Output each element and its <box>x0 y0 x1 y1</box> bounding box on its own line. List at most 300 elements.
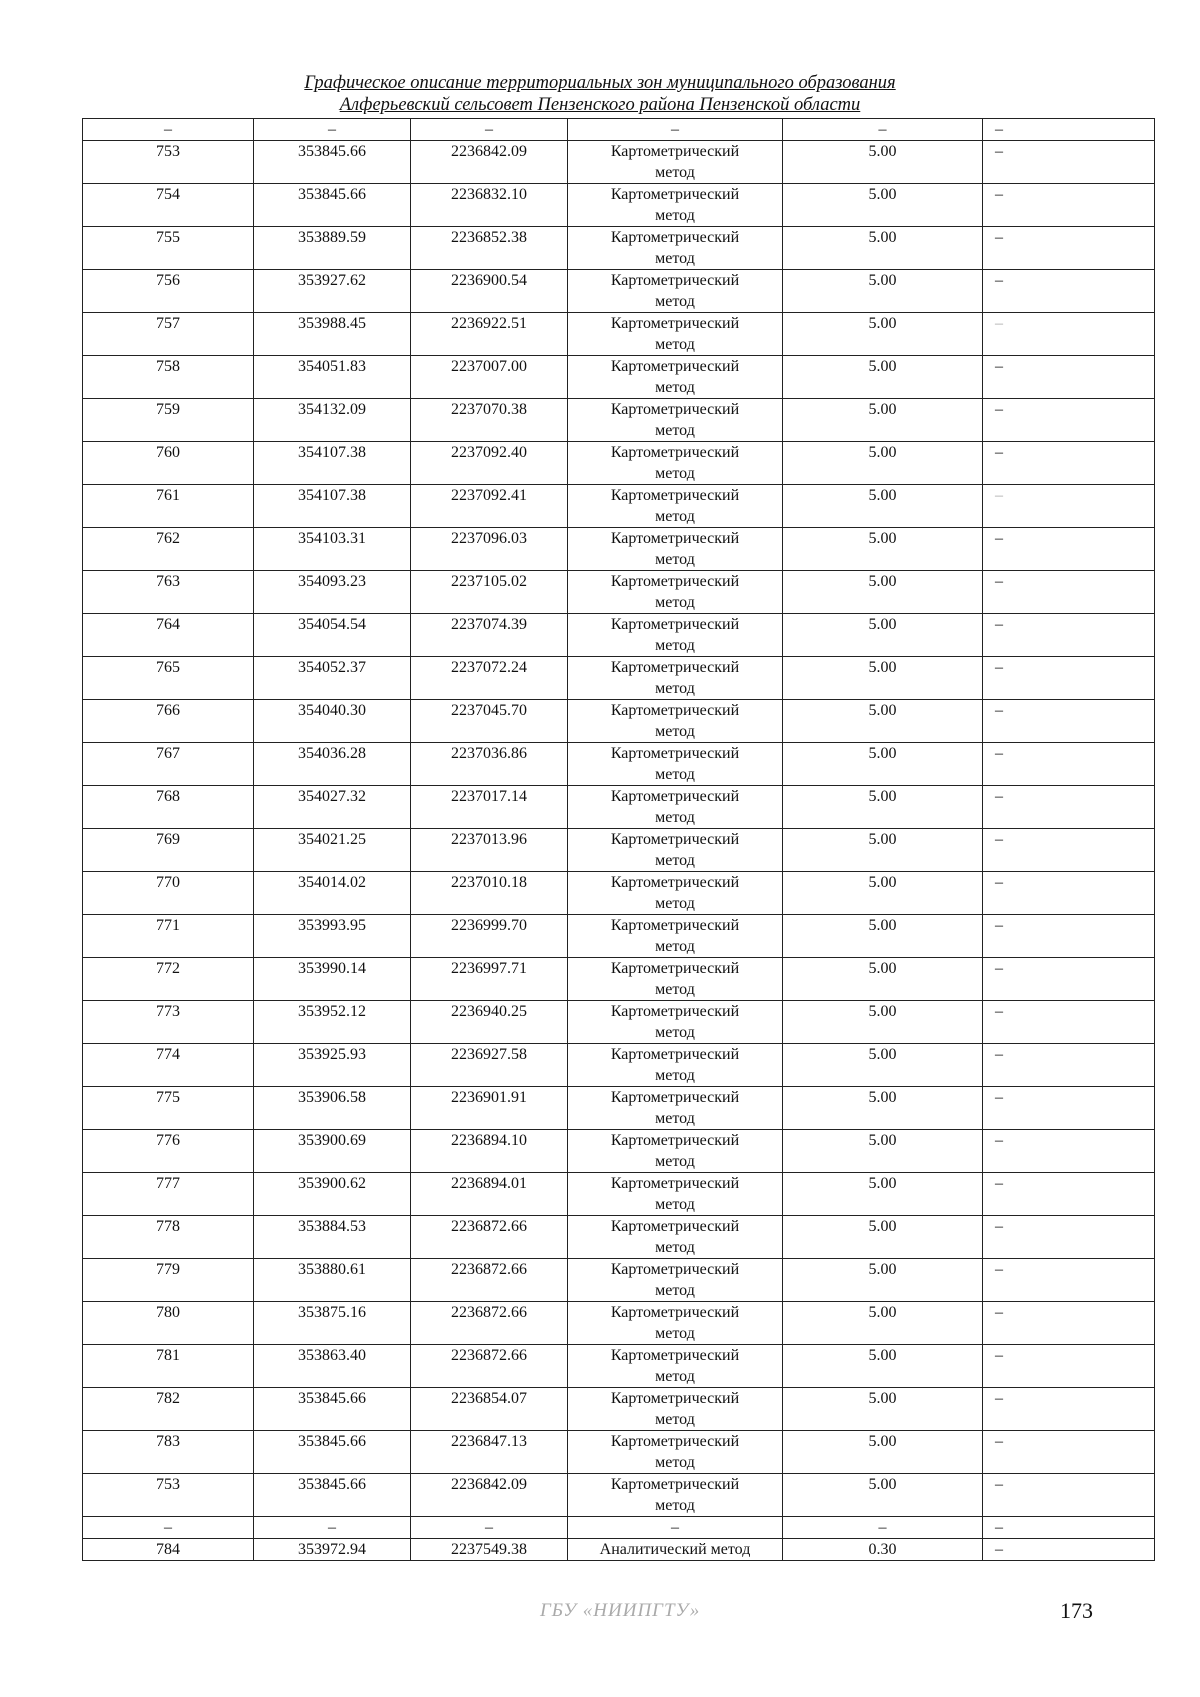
x-coordinate-cell: 354107.38 <box>254 485 411 528</box>
method-line-1: Картометрический <box>610 1089 740 1106</box>
method-line-1: Картометрический <box>610 272 740 289</box>
method-line-2: метод <box>655 766 695 783</box>
accuracy-cell: 5.00 <box>783 829 983 872</box>
method-cell <box>568 270 783 313</box>
separator-cell: – <box>83 119 254 141</box>
header-line-1: Графическое описание территориальных зон муниципального образования <box>304 73 896 93</box>
y-coordinate-cell: 2236872.66 <box>411 1345 568 1388</box>
page-number: 173 <box>1060 1598 1093 1623</box>
separator-cell: – <box>983 119 1155 141</box>
note-cell: – <box>983 1431 1155 1474</box>
point-number-cell: 762 <box>83 528 254 571</box>
x-coordinate-cell: 354021.25 <box>254 829 411 872</box>
method-line-2: метод <box>655 852 695 869</box>
x-coordinate-cell: 354132.09 <box>254 399 411 442</box>
table-row <box>83 1302 1155 1345</box>
note-cell: – <box>983 958 1155 1001</box>
method-line-1: Картометрический <box>610 1476 740 1493</box>
method-line-2: метод <box>655 465 695 482</box>
table-row <box>83 614 1155 657</box>
point-number-cell: 775 <box>83 1087 254 1130</box>
method-line-1: Картометрический <box>610 358 740 375</box>
x-coordinate-cell: 354027.32 <box>254 786 411 829</box>
point-number-cell: 783 <box>83 1431 254 1474</box>
method-cell <box>568 1087 783 1130</box>
point-number-cell: 773 <box>83 1001 254 1044</box>
y-coordinate-cell: 2236854.07 <box>411 1388 568 1431</box>
note-cell: – <box>983 528 1155 571</box>
point-number-cell: 767 <box>83 743 254 786</box>
y-coordinate-cell: 2237549.38 <box>411 1539 568 1561</box>
method-cell <box>568 1001 783 1044</box>
separator-cell: – <box>83 1517 254 1539</box>
x-coordinate-cell: 353875.16 <box>254 1302 411 1345</box>
separator-row <box>83 119 1155 141</box>
accuracy-cell: 5.00 <box>783 614 983 657</box>
point-number-cell: 779 <box>83 1259 254 1302</box>
table-row <box>83 1431 1155 1474</box>
x-coordinate-cell: 353900.62 <box>254 1173 411 1216</box>
y-coordinate-cell: 2237105.02 <box>411 571 568 614</box>
point-number-cell: 756 <box>83 270 254 313</box>
x-coordinate-cell: 353972.94 <box>254 1539 411 1561</box>
method-line-1: Картометрический <box>610 1218 740 1235</box>
y-coordinate-cell: 2237017.14 <box>411 786 568 829</box>
note-cell: – <box>983 700 1155 743</box>
table-row <box>83 958 1155 1001</box>
method-line-2: метод <box>655 293 695 310</box>
point-number-cell: 753 <box>83 1474 254 1517</box>
y-coordinate-cell: 2236999.70 <box>411 915 568 958</box>
y-coordinate-cell: 2237092.41 <box>411 485 568 528</box>
method-line-2: метод <box>655 1196 695 1213</box>
x-coordinate-cell: 353889.59 <box>254 227 411 270</box>
table-row <box>83 700 1155 743</box>
footer-organization: ГБУ «НИИПГТУ» <box>540 1600 701 1621</box>
y-coordinate-cell: 2237092.40 <box>411 442 568 485</box>
note-cell: – <box>983 356 1155 399</box>
accuracy-cell: 5.00 <box>783 1173 983 1216</box>
accuracy-cell: 5.00 <box>783 657 983 700</box>
method-line-1: Картометрический <box>610 229 740 246</box>
point-number-cell: 766 <box>83 700 254 743</box>
x-coordinate-cell: 354093.23 <box>254 571 411 614</box>
method-cell <box>568 657 783 700</box>
table-row <box>83 872 1155 915</box>
x-coordinate-cell: 354103.31 <box>254 528 411 571</box>
point-number-cell: 760 <box>83 442 254 485</box>
accuracy-cell: 5.00 <box>783 270 983 313</box>
note-cell: – <box>983 1044 1155 1087</box>
y-coordinate-cell: 2237007.00 <box>411 356 568 399</box>
method-cell <box>568 227 783 270</box>
note-cell: – <box>983 614 1155 657</box>
note-cell: – <box>983 872 1155 915</box>
table-row <box>83 270 1155 313</box>
accuracy-cell: 5.00 <box>783 141 983 184</box>
method-line-1: Картометрический <box>610 530 740 547</box>
y-coordinate-cell: 2236872.66 <box>411 1302 568 1345</box>
point-number-cell: 753 <box>83 141 254 184</box>
x-coordinate-cell: 354014.02 <box>254 872 411 915</box>
point-number-cell: 776 <box>83 1130 254 1173</box>
method-line-1: Картометрический <box>610 1433 740 1450</box>
y-coordinate-cell: 2237036.86 <box>411 743 568 786</box>
note-cell: – <box>983 829 1155 872</box>
point-number-cell: 772 <box>83 958 254 1001</box>
table-row <box>83 915 1155 958</box>
point-number-cell: 765 <box>83 657 254 700</box>
method-line-2: метод <box>655 938 695 955</box>
y-coordinate-cell: 2236901.91 <box>411 1087 568 1130</box>
point-number-cell: 757 <box>83 313 254 356</box>
method-line-1: Картометрический <box>610 788 740 805</box>
method-cell <box>568 1044 783 1087</box>
note-cell: – <box>983 1216 1155 1259</box>
method-line-1: Картометрический <box>610 1175 740 1192</box>
method-line-2: метод <box>655 1325 695 1342</box>
method-line-1: Картометрический <box>610 1046 740 1063</box>
accuracy-cell: 0.30 <box>783 1539 983 1561</box>
coordinates-table-body <box>83 119 1155 1561</box>
table-row <box>83 1087 1155 1130</box>
x-coordinate-cell: 353863.40 <box>254 1345 411 1388</box>
method-cell <box>568 1388 783 1431</box>
y-coordinate-cell: 2236872.66 <box>411 1216 568 1259</box>
method-cell <box>568 571 783 614</box>
method-line-2: метод <box>655 551 695 568</box>
y-coordinate-cell: 2237070.38 <box>411 399 568 442</box>
method-cell <box>568 1431 783 1474</box>
method-line-1: Картометрический <box>610 186 740 203</box>
accuracy-cell: 5.00 <box>783 356 983 399</box>
method-cell <box>568 1539 783 1561</box>
table-row <box>83 1345 1155 1388</box>
method-line-1: Картометрический <box>610 401 740 418</box>
x-coordinate-cell: 353952.12 <box>254 1001 411 1044</box>
method-line-1: Картометрический <box>610 917 740 934</box>
method-line-2: метод <box>655 1153 695 1170</box>
method-line-2: метод <box>655 1024 695 1041</box>
y-coordinate-cell: 2236832.10 <box>411 184 568 227</box>
method-cell <box>568 743 783 786</box>
separator-cell: – <box>783 1517 983 1539</box>
method-line-2: метод <box>655 895 695 912</box>
y-coordinate-cell: 2236900.54 <box>411 270 568 313</box>
accuracy-cell: 5.00 <box>783 915 983 958</box>
method-cell <box>568 700 783 743</box>
note-cell: – <box>983 313 1155 356</box>
y-coordinate-cell: 2236842.09 <box>411 1474 568 1517</box>
method-line-2: метод <box>655 508 695 525</box>
note-cell: – <box>983 657 1155 700</box>
accuracy-cell: 5.00 <box>783 786 983 829</box>
accuracy-cell: 5.00 <box>783 227 983 270</box>
table-row <box>83 356 1155 399</box>
y-coordinate-cell: 2236852.38 <box>411 227 568 270</box>
y-coordinate-cell: 2236847.13 <box>411 1431 568 1474</box>
x-coordinate-cell: 353880.61 <box>254 1259 411 1302</box>
y-coordinate-cell: 2236872.66 <box>411 1259 568 1302</box>
point-number-cell: 781 <box>83 1345 254 1388</box>
method-cell <box>568 1130 783 1173</box>
note-cell: – <box>983 571 1155 614</box>
table-row <box>83 227 1155 270</box>
method-line-2: метод <box>655 379 695 396</box>
method-line-1: Картометрический <box>610 1132 740 1149</box>
method-line-2: метод <box>655 1067 695 1084</box>
accuracy-cell: 5.00 <box>783 743 983 786</box>
method-line-2: метод <box>655 1454 695 1471</box>
method-cell <box>568 1345 783 1388</box>
x-coordinate-cell: 353988.45 <box>254 313 411 356</box>
method-cell <box>568 1302 783 1345</box>
x-coordinate-cell: 353884.53 <box>254 1216 411 1259</box>
x-coordinate-cell: 353925.93 <box>254 1044 411 1087</box>
method-line-1: Картометрический <box>610 874 740 891</box>
point-number-cell: 778 <box>83 1216 254 1259</box>
method-line-1: Картометрический <box>610 444 740 461</box>
method-cell <box>568 1216 783 1259</box>
separator-cell: – <box>254 119 411 141</box>
method-line-1: Картометрический <box>610 487 740 504</box>
table-row <box>83 1216 1155 1259</box>
method-cell <box>568 829 783 872</box>
accuracy-cell: 5.00 <box>783 528 983 571</box>
note-cell: – <box>983 141 1155 184</box>
method-line-2: метод <box>655 207 695 224</box>
table-row <box>83 1130 1155 1173</box>
method-cell <box>568 614 783 657</box>
method-line-2: метод <box>655 1411 695 1428</box>
y-coordinate-cell: 2236894.10 <box>411 1130 568 1173</box>
method-cell <box>568 399 783 442</box>
table-row <box>83 399 1155 442</box>
method-line-2: метод <box>655 723 695 740</box>
method-line-2: метод <box>655 637 695 654</box>
x-coordinate-cell: 353845.66 <box>254 184 411 227</box>
accuracy-cell: 5.00 <box>783 1087 983 1130</box>
point-number-cell: 780 <box>83 1302 254 1345</box>
method-cell <box>568 485 783 528</box>
coordinates-table <box>82 118 1155 1561</box>
table-row <box>83 657 1155 700</box>
note-cell: – <box>983 1001 1155 1044</box>
method-line-2: метод <box>655 1239 695 1256</box>
x-coordinate-cell: 353845.66 <box>254 1474 411 1517</box>
x-coordinate-cell: 353993.95 <box>254 915 411 958</box>
method-line-2: метод <box>655 1110 695 1127</box>
point-number-cell: 769 <box>83 829 254 872</box>
y-coordinate-cell: 2236842.09 <box>411 141 568 184</box>
table-row <box>83 485 1155 528</box>
note-cell: – <box>983 1345 1155 1388</box>
x-coordinate-cell: 354054.54 <box>254 614 411 657</box>
note-cell: – <box>983 227 1155 270</box>
accuracy-cell: 5.00 <box>783 1130 983 1173</box>
method-line-1: Картометрический <box>610 960 740 977</box>
y-coordinate-cell: 2237010.18 <box>411 872 568 915</box>
x-coordinate-cell: 353927.62 <box>254 270 411 313</box>
note-cell: – <box>983 399 1155 442</box>
method-line-1: Картометрический <box>610 745 740 762</box>
method-line-2: метод <box>655 250 695 267</box>
point-number-cell: 774 <box>83 1044 254 1087</box>
accuracy-cell: 5.00 <box>783 1388 983 1431</box>
accuracy-cell: 5.00 <box>783 1431 983 1474</box>
table-row <box>83 1044 1155 1087</box>
method-line-1: Картометрический <box>610 1003 740 1020</box>
separator-cell: – <box>568 119 783 141</box>
x-coordinate-cell: 354036.28 <box>254 743 411 786</box>
y-coordinate-cell: 2236997.71 <box>411 958 568 1001</box>
accuracy-cell: 5.00 <box>783 1474 983 1517</box>
separator-row <box>83 1517 1155 1539</box>
method-cell <box>568 786 783 829</box>
note-cell: – <box>983 1302 1155 1345</box>
document-header <box>0 72 1200 116</box>
method-line-2: метод <box>655 680 695 697</box>
accuracy-cell: 5.00 <box>783 1216 983 1259</box>
x-coordinate-cell: 353845.66 <box>254 1431 411 1474</box>
table-row <box>83 528 1155 571</box>
method-cell <box>568 528 783 571</box>
y-coordinate-cell: 2236922.51 <box>411 313 568 356</box>
table-row <box>83 829 1155 872</box>
note-cell: – <box>983 184 1155 227</box>
method-line-2: метод <box>655 1282 695 1299</box>
accuracy-cell: 5.00 <box>783 485 983 528</box>
accuracy-cell: 5.00 <box>783 958 983 1001</box>
y-coordinate-cell: 2236940.25 <box>411 1001 568 1044</box>
table-row <box>83 141 1155 184</box>
note-cell: – <box>983 743 1155 786</box>
table-row <box>83 1173 1155 1216</box>
accuracy-cell: 5.00 <box>783 1259 983 1302</box>
separator-cell: – <box>568 1517 783 1539</box>
header-line-2: Алферьевский сельсовет Пензенского района Пензенской области <box>339 95 861 115</box>
accuracy-cell: 5.00 <box>783 1345 983 1388</box>
method-cell <box>568 184 783 227</box>
method-cell <box>568 313 783 356</box>
note-cell: – <box>983 1173 1155 1216</box>
note-cell: – <box>983 915 1155 958</box>
table-row <box>83 1001 1155 1044</box>
method-line-2: метод <box>655 981 695 998</box>
accuracy-cell: 5.00 <box>783 872 983 915</box>
table-row <box>83 313 1155 356</box>
accuracy-cell: 5.00 <box>783 1001 983 1044</box>
method-cell <box>568 1474 783 1517</box>
point-number-cell: 771 <box>83 915 254 958</box>
table-row <box>83 1474 1155 1517</box>
point-number-cell: 759 <box>83 399 254 442</box>
table-row <box>83 1388 1155 1431</box>
separator-cell: – <box>783 119 983 141</box>
note-cell: – <box>983 442 1155 485</box>
x-coordinate-cell: 354051.83 <box>254 356 411 399</box>
separator-cell: – <box>411 1517 568 1539</box>
note-cell: – <box>983 270 1155 313</box>
method-cell <box>568 958 783 1001</box>
method-line-1: Картометрический <box>610 573 740 590</box>
point-number-cell: 763 <box>83 571 254 614</box>
x-coordinate-cell: 353990.14 <box>254 958 411 1001</box>
x-coordinate-cell: 354052.37 <box>254 657 411 700</box>
method-line-2: метод <box>655 336 695 353</box>
note-cell: – <box>983 1539 1155 1561</box>
method-cell <box>568 356 783 399</box>
x-coordinate-cell: 353900.69 <box>254 1130 411 1173</box>
accuracy-cell: 5.00 <box>783 700 983 743</box>
method-line-1: Картометрический <box>610 1347 740 1364</box>
table-row <box>83 1259 1155 1302</box>
y-coordinate-cell: 2237045.70 <box>411 700 568 743</box>
table-row <box>83 442 1155 485</box>
x-coordinate-cell: 354040.30 <box>254 700 411 743</box>
point-number-cell: 754 <box>83 184 254 227</box>
method-line-1: Картометрический <box>610 616 740 633</box>
note-cell: – <box>983 1130 1155 1173</box>
point-number-cell: 770 <box>83 872 254 915</box>
note-cell: – <box>983 1388 1155 1431</box>
note-cell: – <box>983 1087 1155 1130</box>
method-cell <box>568 442 783 485</box>
x-coordinate-cell: 353845.66 <box>254 1388 411 1431</box>
method-line-1: Картометрический <box>610 143 740 160</box>
y-coordinate-cell: 2237072.24 <box>411 657 568 700</box>
method-line-2: метод <box>655 809 695 826</box>
point-number-cell: 761 <box>83 485 254 528</box>
method-line-2: метод <box>655 1497 695 1514</box>
y-coordinate-cell: 2237096.03 <box>411 528 568 571</box>
y-coordinate-cell: 2236927.58 <box>411 1044 568 1087</box>
point-number-cell: 755 <box>83 227 254 270</box>
table-row <box>83 743 1155 786</box>
table-row <box>83 786 1155 829</box>
accuracy-cell: 5.00 <box>783 399 983 442</box>
method-line-2: метод <box>655 1368 695 1385</box>
separator-cell: – <box>254 1517 411 1539</box>
point-number-cell: 758 <box>83 356 254 399</box>
method-line-1: Картометрический <box>610 659 740 676</box>
method-line-1: Картометрический <box>610 315 740 332</box>
note-cell: – <box>983 1474 1155 1517</box>
point-number-cell: 768 <box>83 786 254 829</box>
note-cell: – <box>983 786 1155 829</box>
point-number-cell: 777 <box>83 1173 254 1216</box>
method-line-1: Картометрический <box>610 1390 740 1407</box>
method-line-2: метод <box>655 164 695 181</box>
point-number-cell: 782 <box>83 1388 254 1431</box>
method-cell <box>568 872 783 915</box>
x-coordinate-cell: 353906.58 <box>254 1087 411 1130</box>
method-cell <box>568 1173 783 1216</box>
method-line-1: Картометрический <box>610 1304 740 1321</box>
accuracy-cell: 5.00 <box>783 1044 983 1087</box>
method-line-1: Картометрический <box>610 831 740 848</box>
accuracy-cell: 5.00 <box>783 313 983 356</box>
method-line-2: метод <box>655 422 695 439</box>
point-number-cell: 764 <box>83 614 254 657</box>
method-line-2: метод <box>655 594 695 611</box>
accuracy-cell: 5.00 <box>783 442 983 485</box>
method-line-1: Аналитический метод <box>599 1541 751 1558</box>
method-cell <box>568 1259 783 1302</box>
accuracy-cell: 5.00 <box>783 184 983 227</box>
table-row <box>83 1539 1155 1561</box>
x-coordinate-cell: 353845.66 <box>254 141 411 184</box>
